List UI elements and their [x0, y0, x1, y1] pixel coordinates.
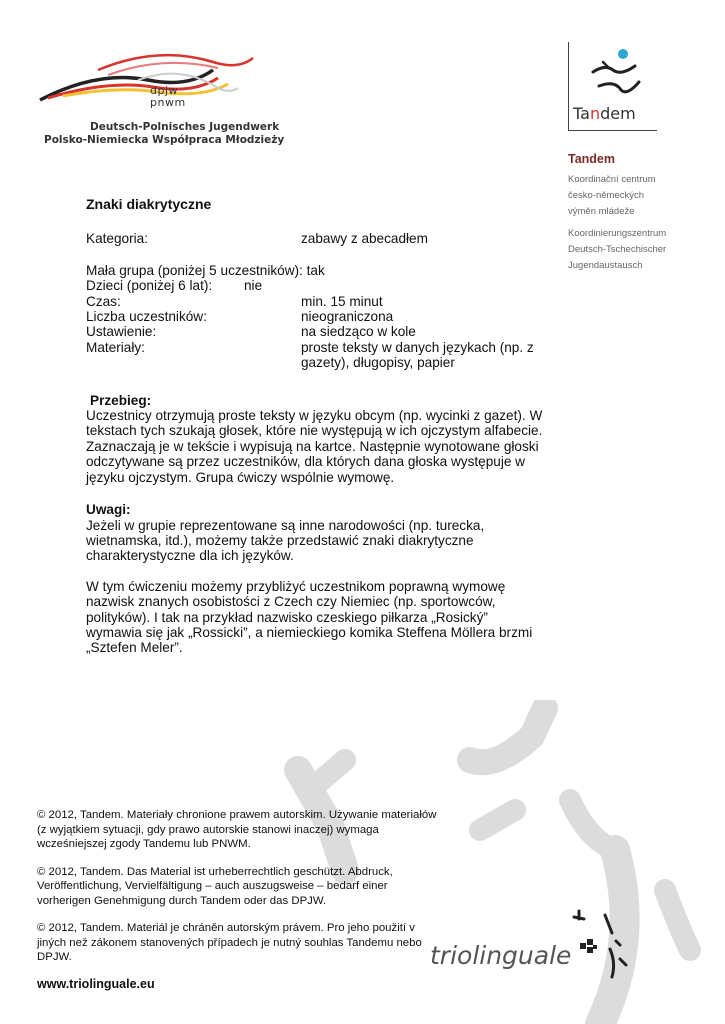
sidebar-title: Tandem [568, 152, 615, 166]
sidebar-de-line: Jugendaustausch [568, 260, 643, 271]
field-row [86, 309, 546, 324]
copyright-cz: © 2012, Tandem. Materiál je chráněn autorským právem. Pro jeho použití v jiných než zákonem stanovených případech je nutný souhlas Tandemu nebo DPJW. [37, 922, 422, 963]
sidebar-cz-line: výměn mládeže [568, 206, 635, 217]
tandem-figure-icon [569, 42, 657, 104]
document-body [86, 197, 546, 656]
notes-text-1: Jeżeli w grupie reprezentowane są inne narodowości (np. turecka, wietnamska, itd.), możemy także przedstawić znaki diakrytyczne charakterystyczne dla ich języków. [86, 517, 485, 564]
tandem-wordmark: Tandem [573, 104, 636, 123]
sidebar-de-line: Koordinierungszentrum [568, 228, 667, 239]
triolinguale-mark-icon [570, 905, 630, 980]
field-value: na siedząco w kole [301, 324, 416, 340]
document-title: Znaki diakrytyczne [86, 196, 212, 212]
sidebar-de [568, 226, 666, 274]
notes-heading: Uwagi: [86, 502, 131, 518]
category-row [86, 231, 546, 246]
procedure-text: Uczestnicy otrzymują proste teksty w języku obcym (np. wycinki z gazet). W tekstach tych szukają głosek, które nie występują w ich ojczystym alfabecie. Zaznaczają je w tekście i wypisują na kartce. Następnie wynotowane głoski odczytywane są przez uczestników, dla których dana głoska występuje w języku ojczystym. Grupa ćwiczy wspólnie wymowę. [86, 408, 543, 485]
sidebar-cz [568, 172, 656, 220]
children-line [86, 278, 546, 293]
field-value: proste teksty w danych językach (np. z gazety), długopisy, papier [301, 339, 534, 371]
children-value: nie [244, 278, 263, 294]
children-label: Dzieci (poniżej 6 lat): [86, 278, 213, 294]
procedure-heading: Przebieg: [90, 392, 152, 408]
field-row [86, 324, 546, 339]
small-group-line: Mała grupa (poniżej 5 uczestników): tak [86, 262, 325, 278]
field-value: min. 15 minut [301, 293, 383, 309]
triolinguale-wordmark: triolinguale [430, 941, 572, 970]
dpjw-name-de: Deutsch-Polnisches Jugendwerk [90, 121, 280, 133]
notes-text-2: W tym ćwiczeniu możemy przybliżyć uczestnikom poprawną wymowę nazwisk znanych osobistości z Czech czy Niemiec (np. sportowców, polityków). I tak na przykład nazwisko czeskiego piłkarza „Rosický” wymawia się jak „Rossicki”, a niemieckiego komika Steffena Möllera brzmi „Sztefen Meler”. [86, 578, 533, 656]
field-label: Ustawienie: [86, 324, 157, 340]
field-label: Materiały: [86, 339, 145, 355]
website-link[interactable]: www.triolinguale.eu [37, 977, 155, 991]
dpjw-abbr-de: dpjw [150, 84, 179, 97]
sidebar-cz-line: česko-německých [568, 190, 645, 201]
sidebar-cz-line: Koordinační centrum [568, 174, 656, 185]
field-label: Czas: [86, 293, 121, 309]
footer-copyright [37, 808, 437, 978]
field-value: nieograniczona [301, 309, 394, 325]
copyright-de: © 2012, Tandem. Das Material ist urheberrechtlich geschützt. Abdruck, Veröffentlichung, Vervielfältigung – auch auszugsweise – bedarf einer vorherigen Genehmigung durch Tandem oder das DPJW. [37, 865, 393, 907]
dpjw-name-pl: Polsko-Niemiecka Współpraca Młodzieży [44, 134, 285, 146]
sidebar-de-line: Deutsch-Tschechischer [568, 244, 667, 255]
dpjw-abbr-pl: pnwm [150, 96, 186, 109]
field-row [86, 294, 546, 309]
category-label: Kategoria: [86, 231, 148, 247]
copyright-pl: © 2012, Tandem. Materiały chronione prawem autorskim. Używanie materiałów (z wyjątkiem sytuacji, gdy prawo autorskie stanowi inaczej) wymaga wcześniejszej zgody Tandemu lub PNWM. [37, 809, 437, 850]
field-row [86, 340, 546, 371]
category-value: zabawy z abecadłem [301, 231, 428, 247]
field-label: Liczba uczestników: [86, 309, 207, 325]
